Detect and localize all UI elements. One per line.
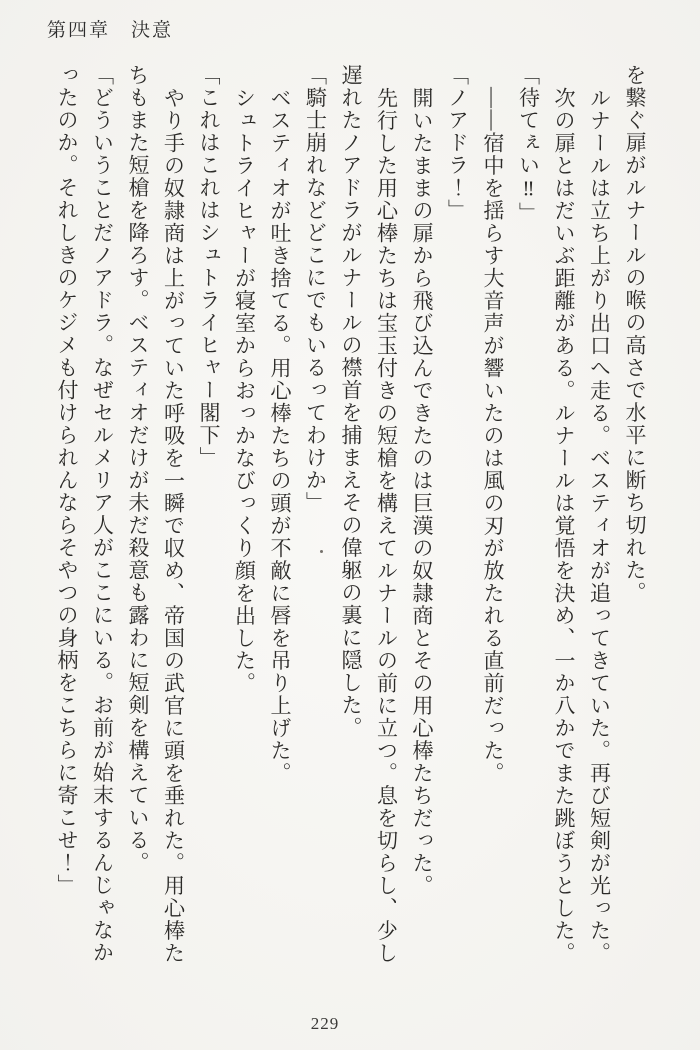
body-text <box>12 64 652 966</box>
chapter-header: 第四章 決意 <box>47 20 174 41</box>
paragraph: 次の扉とはだいぶ距離がある。ルナールは覚悟を決め、一か八かでまた跳ぼうとした。 <box>552 86 576 964</box>
paragraph: 開いたままの扉から飛び込んできたのは巨漢の奴隷商とその用心棒たちだった。 <box>410 86 434 897</box>
paragraph: シュトライヒャーが寝室からおっかなびっくり顔を出した。 <box>232 86 257 694</box>
paragraph: 先行した用心棒たちは宝玉付きの短槍を構えてルナールの前に立つ。息を切らし、少し遅れたノアドラがルナールの襟首を捕まえその偉躯の裏に隠した。 <box>339 64 399 964</box>
paragraph: 「どういうことだノアドラ。なぜセルメリア人がここにいる。お前が始末するんじゃなかったのか。それしきのケジメも付けられんならそやつの身柄をこちらに寄こせ！」 <box>55 64 115 964</box>
paragraph: ベスティオが吐き捨てる。用心棒たちの頭が不敵に唇を吊り上げた。 <box>268 86 292 784</box>
page-number: 229 <box>310 1014 340 1033</box>
paragraph: やり手の奴隷商は上がっていた呼吸を一瞬で収め、帝国の武官に頭を垂れた。用心棒たちもまた短槍を降ろす。ベスティオだけが未だ殺意も露わに短剣を構えている。 <box>126 64 186 964</box>
paragraph: を繋ぐ扉がルナールの喉の高さで水平に断ち切れた。 <box>623 64 647 604</box>
paragraph: 「これはこれはシュトライヒャー閣下」 <box>197 64 221 469</box>
print-speck <box>320 550 323 553</box>
paragraph: ――宿中を揺らす大音声が響いたのは風の刃が放たれる直前だった。 <box>481 86 505 784</box>
paragraph: 「騎士崩れなどどこにでもいるってわけか」 <box>303 64 328 514</box>
paragraph: 「ノアドラ！」 <box>445 64 470 222</box>
paragraph: ルナールは立ち上がり出口へ走る。ベスティオが追ってきていた。再び短剣が光った。 <box>587 86 612 964</box>
paragraph: 「待てぇい‼」 <box>516 64 541 225</box>
